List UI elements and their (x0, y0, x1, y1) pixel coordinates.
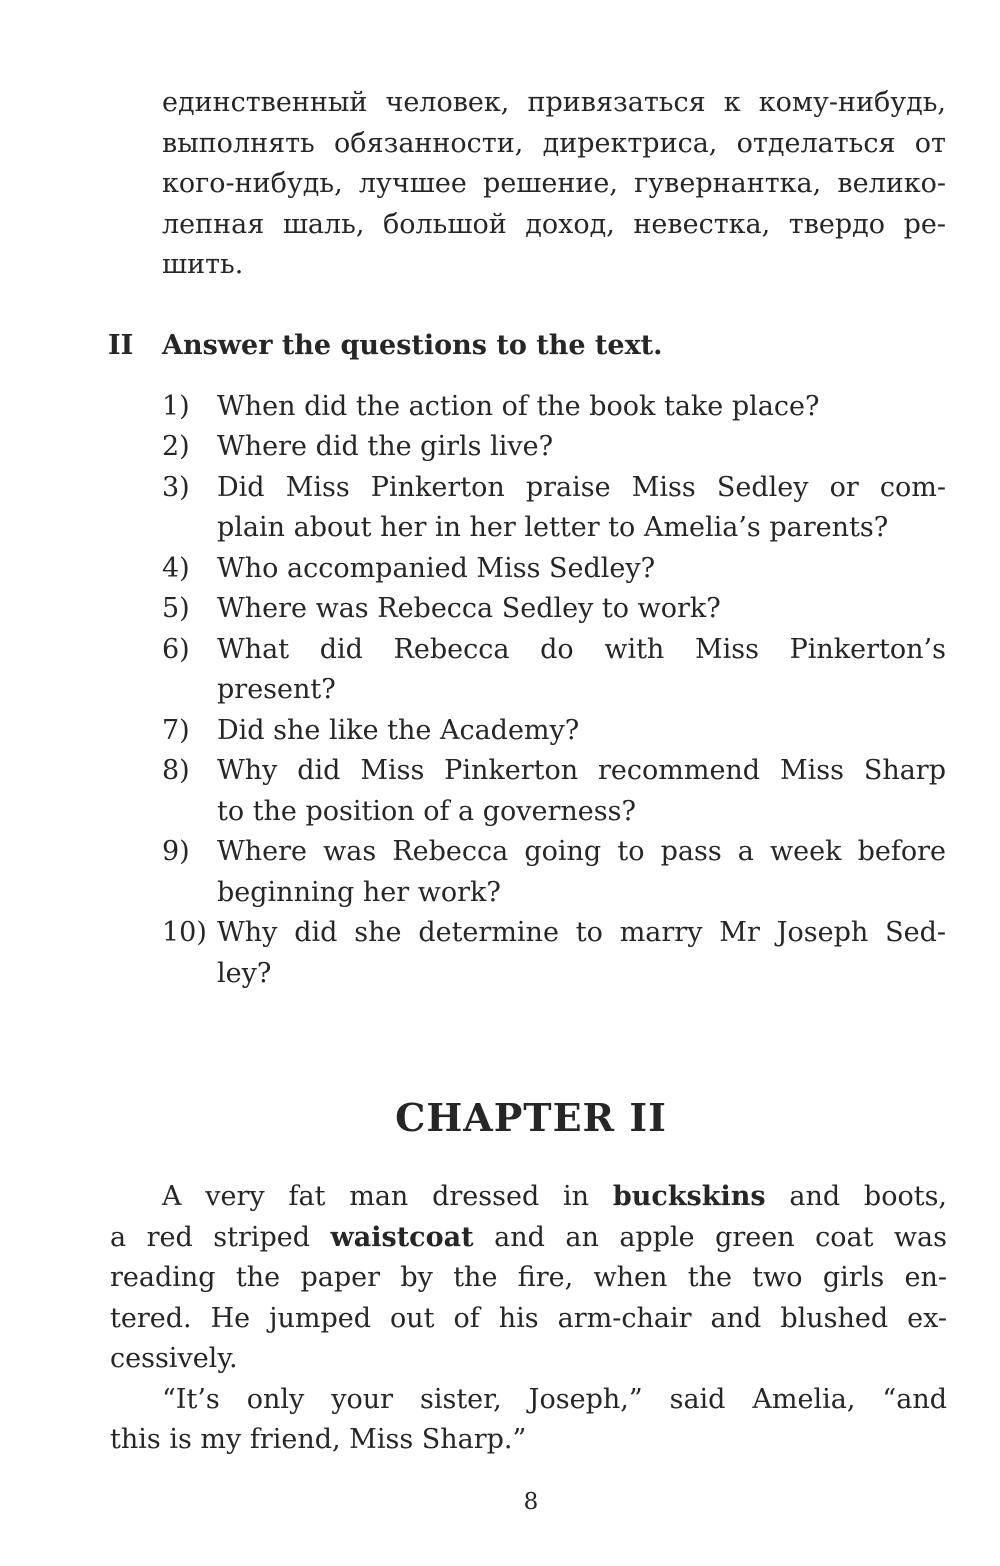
vocab-line: шить. (162, 249, 244, 280)
text-run: and boots, (789, 1181, 948, 1212)
question-text: plain about her in her letter to Amelia’s parents? (217, 512, 889, 543)
vocab-line: кого-нибудь, лучшее решение, гувернантка, велико- (162, 168, 946, 199)
exercise-heading (108, 326, 663, 367)
question-text: What did Rebecca do with Miss Pinkerton’s (217, 634, 946, 665)
question-text: Where did the girls live? (217, 431, 554, 462)
bold-term-waistcoat: waistcoat (330, 1222, 474, 1253)
question-text: Did she like the Academy? (217, 715, 580, 746)
paragraph-line (110, 1218, 947, 1259)
question-text: ley? (217, 958, 272, 989)
question-text: Why did Miss Pinkerton recommend Miss Sharp (217, 755, 946, 786)
text-run: A very fat man dressed in (162, 1181, 590, 1212)
paragraph-line: “It’s only your sister, Joseph,” said Amelia, “and (162, 1384, 947, 1415)
vocab-line: выполнять обязанности, директриса, отделаться от (162, 128, 946, 159)
vocab-line: лепная шаль, большой доход, невестка, твердо ре- (162, 209, 946, 240)
question-number: 10) (162, 917, 207, 948)
paragraph-line: reading the paper by the fire, when the two girls en- (110, 1262, 947, 1293)
paragraph-line (162, 1177, 947, 1218)
question-text: beginning her work? (217, 877, 501, 908)
paragraph-line: tered. He jumped out of his arm-chair and blushed ex- (110, 1303, 947, 1334)
text-run: and an apple green coat was (494, 1222, 947, 1253)
question-number: 5) (162, 593, 190, 624)
paragraph-line: this is my friend, Miss Sharp.” (110, 1424, 527, 1455)
question-text: to the position of a governess? (217, 796, 636, 827)
question-text: Where was Rebecca Sedley to work? (217, 593, 721, 624)
exercise-title: Answer the questions to the text. (162, 330, 663, 361)
exercise-number: II (108, 330, 134, 361)
question-number: 2) (162, 431, 190, 462)
question-text: Did Miss Pinkerton praise Miss Sedley or com- (217, 472, 946, 503)
question-text: Who accompanied Miss Sedley? (217, 553, 656, 584)
question-number: 9) (162, 836, 190, 867)
chapter-title: CHAPTER II (395, 1095, 667, 1140)
paragraph-line: cessively. (110, 1343, 238, 1374)
question-number: 4) (162, 553, 190, 584)
question-number: 1) (162, 391, 190, 422)
page-number: 8 (523, 1489, 539, 1515)
bold-term-buckskins: buckskins (612, 1181, 766, 1212)
vocab-line: единственный человек, привязаться к кому-нибудь, (162, 87, 946, 118)
question-text: present? (217, 674, 336, 705)
question-number: 7) (162, 715, 190, 746)
question-number: 6) (162, 634, 190, 665)
question-number: 3) (162, 472, 190, 503)
text-run: a red striped (110, 1222, 311, 1253)
question-number: 8) (162, 755, 190, 786)
question-text: Why did she determine to marry Mr Joseph Sed- (217, 917, 946, 948)
question-text: When did the action of the book take place? (217, 391, 820, 422)
question-text: Where was Rebecca going to pass a week before (217, 836, 946, 867)
